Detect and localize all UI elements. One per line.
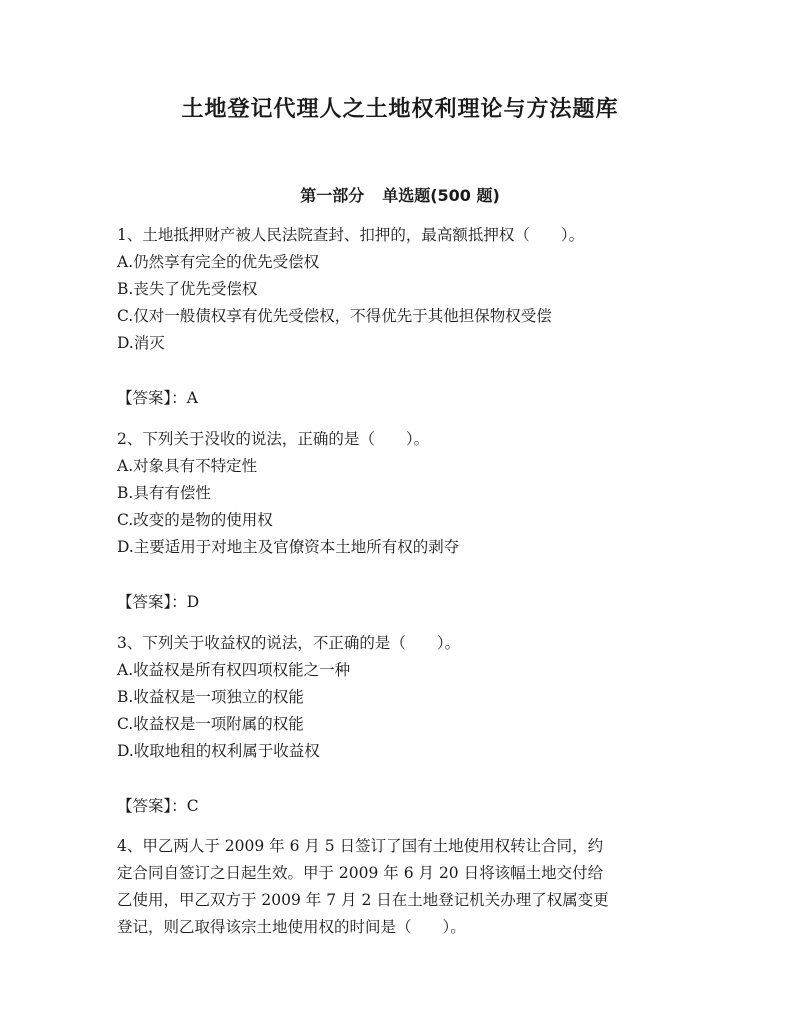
question-stem-line: 登记，则乙取得该宗土地使用权的时间是（ ）。 (117, 918, 466, 936)
section-heading (0, 183, 800, 206)
question-stem: 2、下列关于没收的说法，正确的是（ ）。 (117, 430, 430, 448)
option-a: A.对象具有不特定性 (117, 457, 258, 475)
question-1 (117, 222, 687, 357)
answer-label: 【答案】：D (117, 593, 200, 611)
option-d: D.收取地租的权利属于收益权 (117, 742, 320, 760)
option-b: B.收益权是一项独立的权能 (117, 688, 304, 706)
answer-label: 【答案】：A (117, 389, 198, 407)
question-4 (117, 833, 687, 941)
option-c: C.改变的是物的使用权 (117, 511, 273, 529)
option-c: C.收益权是一项附属的权能 (117, 715, 304, 733)
question-stem-line: 4、甲乙两人于 2009 年 6 月 5 日签订了国有土地使用权转让合同，约 (117, 837, 604, 855)
option-a: A.仍然享有完全的优先受偿权 (117, 253, 320, 271)
option-a: A.收益权是所有权四项权能之一种 (117, 661, 351, 679)
question-stem: 1、土地抵押财产被人民法院查封、扣押的，最高额抵押权（ ）。 (117, 226, 585, 244)
document-title: 土地登记代理人之土地权利理论与方法题库 (181, 97, 619, 122)
question-2 (117, 426, 687, 561)
section-part: 第一部分 (300, 186, 365, 205)
option-b: B.具有有偿性 (117, 484, 211, 502)
option-b: B.丧失了优先受偿权 (117, 280, 258, 298)
answer-label: 【答案】：C (117, 797, 199, 815)
option-d: D.主要适用于对地主及官僚资本土地所有权的剥夺 (117, 538, 460, 556)
question-3 (117, 630, 687, 765)
question-stem-line: 乙使用，甲乙双方于 2009 年 7 月 2 日在土地登记机关办理了权属变更 (117, 891, 609, 909)
section-label: 单选题(500 题) (382, 186, 500, 205)
option-d: D.消灭 (117, 334, 165, 352)
question-stem: 3、下列关于收益权的说法，不正确的是（ ）。 (117, 634, 461, 652)
answer-2 (117, 589, 687, 616)
option-c: C.仅对一般债权享有优先受偿权，不得优先于其他担保物权受偿 (117, 307, 552, 325)
answer-3 (117, 793, 687, 820)
answer-1 (117, 385, 687, 412)
question-stem-line: 定合同自签订之日起生效。甲于 2009 年 6 月 20 日将该幅土地交付给 (117, 864, 604, 882)
